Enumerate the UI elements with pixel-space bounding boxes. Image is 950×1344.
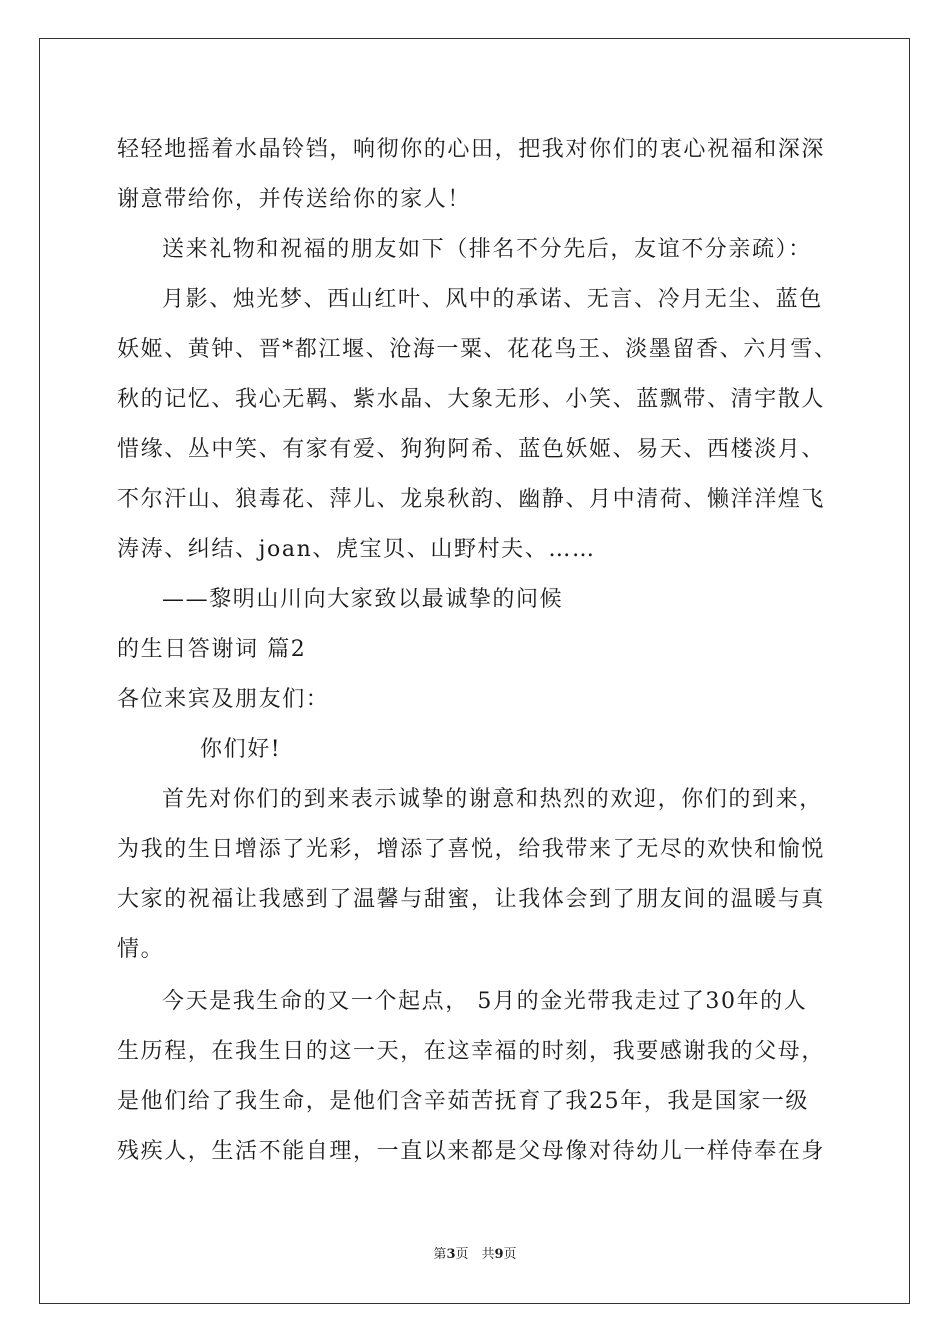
paragraph-line: 情。 — [117, 937, 165, 962]
paragraph-line: 不尔汗山、狼毒花、萍儿、龙泉秋韵、幽静、月中清荷、懒洋洋煌飞 — [117, 487, 826, 512]
footer-middle: 页 共 — [455, 1247, 495, 1262]
paragraph-line: 惜缘、丛中笑、有家有爱、狗狗阿希、蓝色妖姬、易天、西楼淡月、 — [117, 437, 826, 462]
salutation: 各位来宾及朋友们： — [117, 687, 330, 712]
paragraph-line: 送来礼物和祝福的朋友如下（排名不分先后，友谊不分亲疏）： — [162, 237, 812, 262]
paragraph-line: 谢意带给你，并传送给你的家人！ — [117, 187, 472, 212]
greeting: 你们好! — [200, 737, 282, 762]
paragraph-line: 首先对你们的到来表示诚挚的谢意和热烈的欢迎，你们的到来， — [162, 787, 823, 812]
paragraph-line: 秋的记忆、我心无羁、紫水晶、大象无形、小笑、蓝飘带、清宇散人 — [117, 387, 826, 412]
paragraph-line: 今天是我生命的又一个起点， 5月的金光带我走过了30年的人 — [162, 989, 808, 1014]
paragraph-line: 月影、烛光梦、西山红叶、风中的承诺、无言、冷月无尘、蓝色 — [162, 287, 823, 312]
paragraph-line: 残疾人，生活不能自理，一直以来都是父母像对待幼儿一样侍奉在身 — [117, 1139, 826, 1164]
section-heading: 的生日答谢词 篇2 — [117, 637, 307, 662]
paragraph-line: 妖姬、黄钟、晋*都江堰、沧海一粟、花花鸟王、淡墨留香、六月雪、 — [117, 337, 838, 362]
paragraph-line: 为我的生日增添了光彩，增添了喜悦，给我带来了无尽的欢快和愉悦 — [117, 837, 826, 862]
footer-prefix: 第 — [433, 1247, 447, 1262]
paragraph-line: 涛涛、纠结、joan、虎宝贝、山野村夫、…… — [117, 537, 596, 562]
paragraph-line: 是他们给了我生命，是他们含辛茹苦抚育了我25年，我是国家一级 — [117, 1089, 809, 1114]
page-number-footer — [0, 1246, 950, 1264]
footer-current-page: 3 — [446, 1247, 456, 1262]
paragraph-line: 轻轻地摇着水晶铃铛，响彻你的心田，把我对你们的衷心祝福和深深 — [117, 137, 826, 162]
signature-line: ——黎明山川向大家致以最诚挚的问候 — [162, 587, 564, 612]
footer-total-pages: 9 — [494, 1247, 504, 1262]
footer-suffix: 页 — [503, 1247, 517, 1262]
paragraph-line: 大家的祝福让我感到了温馨与甜蜜，让我体会到了朋友间的温暖与真 — [117, 887, 826, 912]
paragraph-line: 生历程，在我生日的这一天，在这幸福的时刻，我要感谢我的父母， — [117, 1039, 826, 1064]
